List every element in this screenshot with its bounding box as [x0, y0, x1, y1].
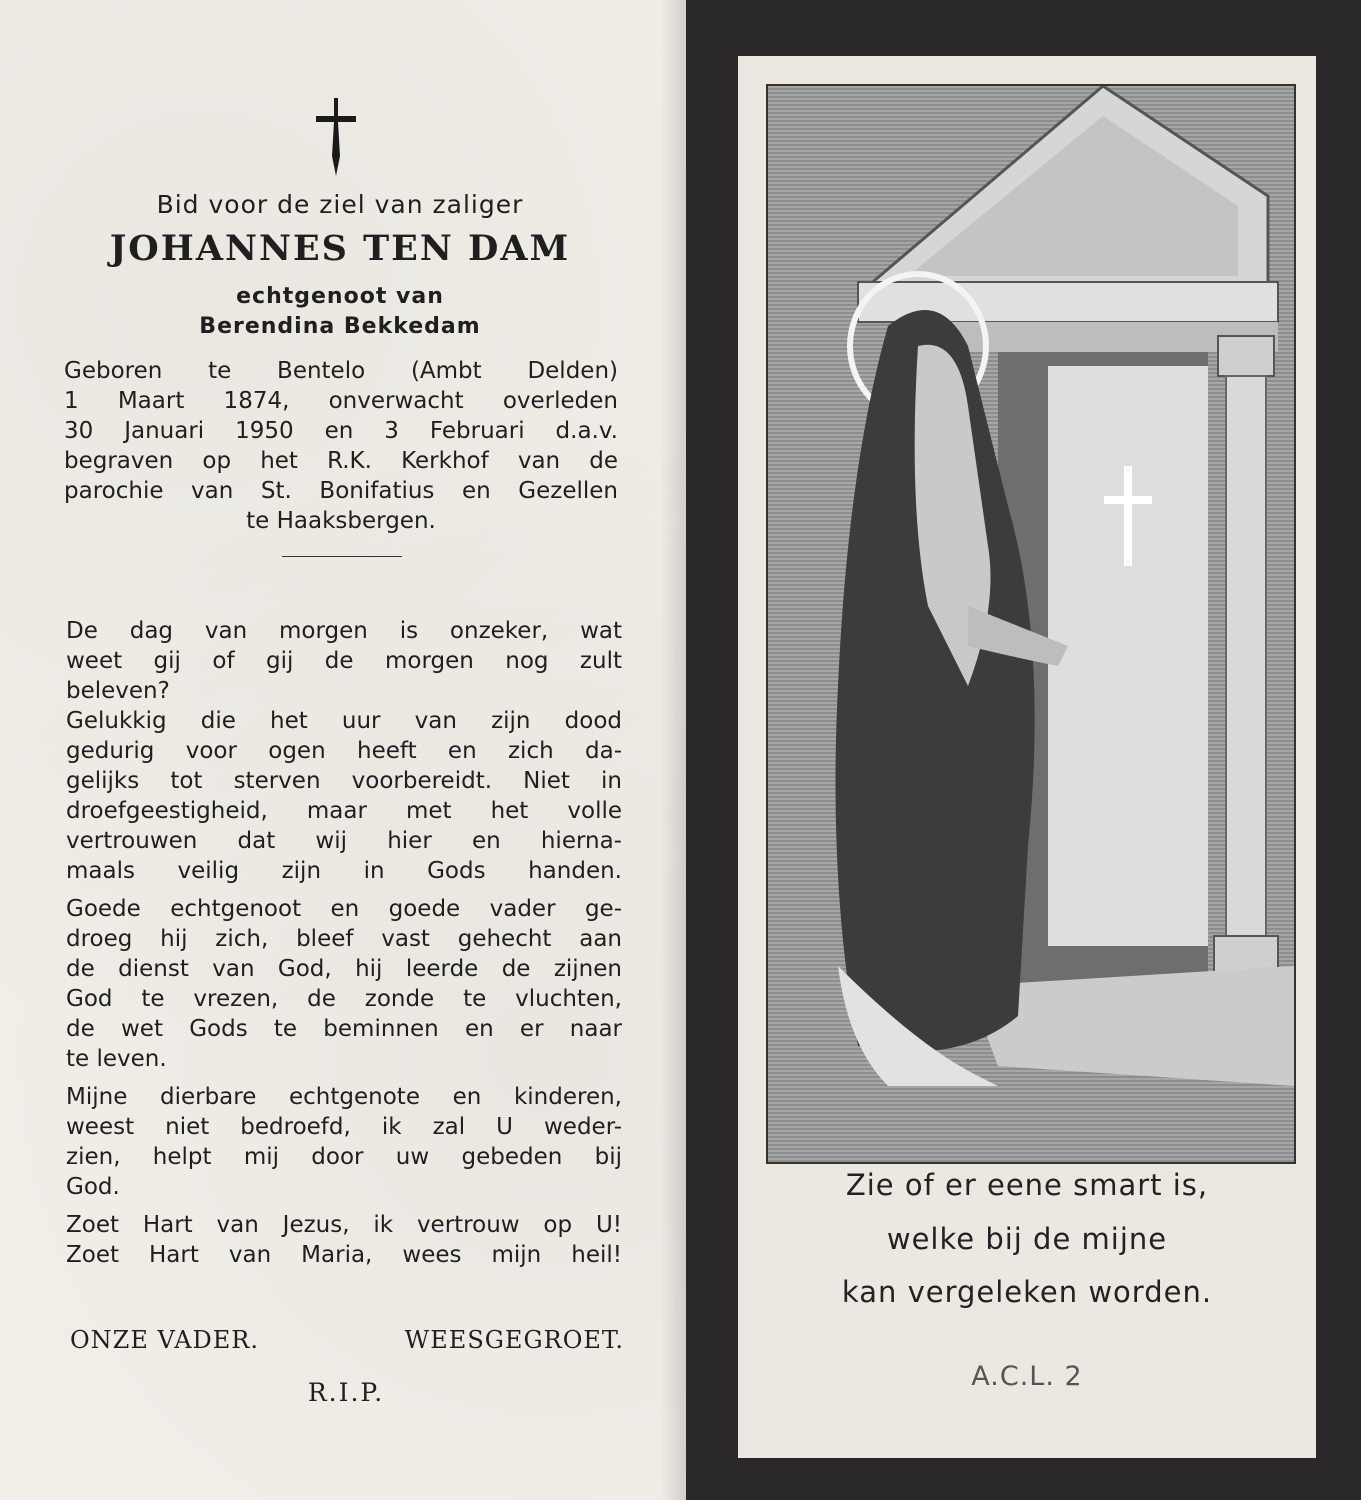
text-line: gedurig voor ogen heeft en zich da-: [66, 738, 622, 764]
biography: [64, 356, 618, 536]
text-line: te leven.: [66, 1046, 167, 1072]
bio-line: parochie van St. Bonifatius en Gezellen: [64, 478, 618, 504]
divider: [282, 556, 402, 557]
verse-line: Zie of er eene smart is,: [845, 1168, 1209, 1202]
text-line: gelijks tot sterven voorbereidt. Niet in: [66, 768, 622, 794]
text-line: weest niet bedroefd, ik zal U weder-: [66, 1114, 622, 1140]
deceased-name: JOHANNES TEN DAM: [109, 228, 571, 269]
devotional-card: [738, 56, 1316, 1458]
prayer-weesgegroet: WEESGEGROET.: [404, 1326, 624, 1354]
madonna-illustration: [766, 84, 1296, 1164]
cross-icon: [314, 96, 358, 178]
stanza: [66, 894, 622, 1074]
bio-line: te Haaksbergen.: [246, 508, 436, 534]
text-line: God.: [66, 1174, 120, 1200]
right-page: [686, 0, 1361, 1500]
spouse-name: Berendina Bekkedam: [199, 314, 481, 339]
text-line: Gelukkig die het uur van zijn dood: [66, 708, 622, 734]
bio-line: Geboren te Bentelo (Ambt Delden): [64, 358, 618, 384]
verse-line: welke bij de mijne: [886, 1222, 1168, 1256]
rip-label: R.I.P.: [307, 1378, 385, 1407]
text-line: maals veilig zijn in Gods handen.: [66, 858, 622, 884]
scripture-reference: A.C.L. 2: [971, 1361, 1083, 1392]
text-line: Mijne dierbare echtgenote en kinderen,: [66, 1084, 622, 1110]
bio-line: 1 Maart 1874, onverwacht overleden: [64, 388, 618, 414]
memorial-text: [66, 616, 622, 1278]
text-line: droeg hij zich, bleef vast gehecht aan: [66, 926, 622, 952]
text-line: droefgeestigheid, maar met het volle: [66, 798, 622, 824]
stanza: [66, 1082, 622, 1202]
text-line: Zoet Hart van Jezus, ik vertrouw op U!: [66, 1212, 622, 1238]
text-line: de wet Gods te beminnen en er naar: [66, 1016, 622, 1042]
spouse-intro: echtgenoot van: [236, 284, 444, 309]
text-line: Goede echtgenoot en goede vader ge-: [66, 896, 622, 922]
text-line: beleven?: [66, 678, 170, 704]
text-line: weet gij of gij de morgen nog zult: [66, 648, 622, 674]
bio-line: begraven op het R.K. Kerkhof van de: [64, 448, 618, 474]
prayer-onze-vader: ONZE VADER.: [70, 1326, 259, 1354]
bio-line: 30 Januari 1950 en 3 Februari d.a.v.: [64, 418, 618, 444]
text-line: De dag van morgen is onzeker, wat: [66, 618, 622, 644]
text-line: zien, helpt mij door uw gebeden bij: [66, 1144, 622, 1170]
text-line: vertrouwen dat wij hier en hierna-: [66, 828, 622, 854]
verse-line: kan vergeleken worden.: [841, 1275, 1213, 1309]
text-line: Zoet Hart van Maria, wees mijn heil!: [66, 1242, 622, 1268]
text-line: de dienst van God, hij leerde de zijnen: [66, 956, 622, 982]
prayer-line: Bid voor de ziel van zaliger: [156, 190, 524, 219]
text-line: God te vrezen, de zonde te vluchten,: [66, 986, 622, 1012]
page-fold-shadow: [660, 0, 686, 1500]
stanza: [66, 1210, 622, 1270]
stanza: [66, 616, 622, 886]
